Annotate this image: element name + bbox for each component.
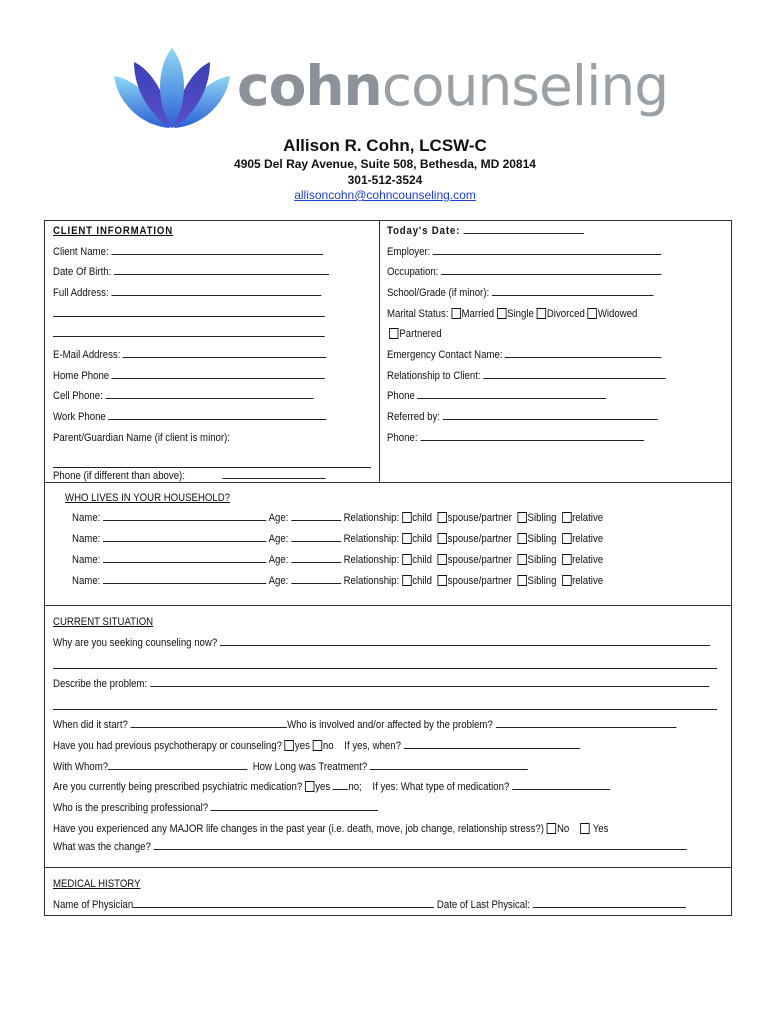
field-input[interactable] (420, 439, 644, 441)
partnered-checkbox[interactable] (389, 328, 398, 339)
household-input[interactable] (291, 561, 341, 563)
household-label: Relationship: (343, 533, 400, 545)
situation-title: CURRENT SITUATION (53, 616, 154, 628)
household-label: spouse/partner (447, 512, 512, 524)
household-label: Age: (268, 554, 289, 566)
why-input[interactable] (220, 644, 710, 646)
household-label: spouse/partner (447, 575, 512, 587)
lotus-logo-icon (112, 46, 232, 132)
partnered-row: Partnered (389, 328, 442, 340)
field-input[interactable] (114, 273, 329, 275)
client-right-row-2 (387, 287, 653, 299)
field-label: Work Phone (53, 411, 106, 423)
relationship-checkbox[interactable] (517, 554, 526, 565)
household-label: Sibling (527, 575, 557, 587)
household-label: Name: (72, 575, 101, 587)
relationship-checkbox[interactable] (402, 554, 411, 565)
client-right-row-5 (387, 349, 662, 361)
prev-therapy-row: Have you had previous psychotherapy or counseling? yes no If yes, when? (53, 740, 580, 752)
household-title: WHO LIVES IN YOUR HOUSEHOLD? (65, 492, 231, 504)
how-long-input[interactable] (370, 768, 528, 770)
relationship-checkbox[interactable] (562, 512, 571, 523)
client-right-row-1 (387, 266, 661, 278)
household-label: child (412, 533, 433, 545)
relationship-checkbox[interactable] (437, 554, 446, 565)
column-divider (379, 220, 380, 483)
household-label: child (412, 575, 433, 587)
client-left-row-4 (53, 328, 325, 340)
marital-status-row: Marital Status: Married Single Divorced Widowed (387, 308, 638, 320)
field-label: Cell Phone: (53, 390, 103, 402)
major-yes-checkbox[interactable] (580, 823, 589, 834)
field-input[interactable] (441, 273, 661, 275)
client-right-row-9 (387, 432, 644, 444)
field-label: School/Grade (if minor): (387, 287, 490, 299)
client-left-row-5 (53, 349, 327, 361)
household-row (72, 575, 603, 587)
relationship-checkbox[interactable] (562, 554, 571, 565)
client-left-row-6 (53, 370, 325, 382)
major-change-row: Have you experienced any MAJOR life changes in the past year (i.e. death, move, job change, relationship stress?) No Yes (53, 823, 609, 835)
relationship-checkbox[interactable] (402, 575, 411, 586)
relationship-checkbox[interactable] (562, 575, 571, 586)
field-label: Emergency Contact Name: (387, 349, 503, 361)
field-input[interactable] (483, 377, 665, 379)
field-label: Phone: (387, 432, 418, 444)
relationship-checkbox[interactable] (517, 512, 526, 523)
why-continued-line[interactable] (53, 668, 717, 669)
household-input[interactable] (291, 582, 341, 584)
medical-title: MEDICAL HISTORY (53, 878, 141, 890)
married-checkbox[interactable] (451, 308, 460, 319)
household-label: relative (572, 512, 604, 524)
household-row (72, 533, 603, 545)
household-label: child (412, 554, 433, 566)
involved-input[interactable] (495, 726, 676, 728)
household-label: child (412, 512, 433, 524)
household-label: Name: (72, 533, 101, 545)
household-label: Sibling (527, 533, 557, 545)
household-input[interactable] (103, 561, 266, 563)
household-label: Relationship: (343, 575, 400, 587)
field-input[interactable] (123, 356, 327, 358)
field-input[interactable] (418, 397, 607, 399)
client-left-row-8 (53, 411, 327, 423)
alt-phone-row: Phone (if different than above): (53, 470, 325, 482)
field-input[interactable] (53, 315, 325, 317)
why-row: Why are you seeking counseling now? (53, 637, 710, 649)
relationship-checkbox[interactable] (437, 575, 446, 586)
client-right-row-6 (387, 370, 666, 382)
field-input[interactable] (443, 418, 658, 420)
household-input[interactable] (103, 540, 266, 542)
client-left-row-9 (53, 432, 230, 444)
psych-med-row: Are you currently being prescribed psychiatric medication? yes no; If yes: What type of medication? (53, 781, 610, 793)
field-label: Phone (387, 390, 415, 402)
field-input[interactable] (112, 377, 325, 379)
prev-yes-checkbox[interactable] (285, 740, 294, 751)
household-label: relative (572, 575, 604, 587)
household-row (72, 554, 603, 566)
field-input[interactable] (53, 335, 325, 337)
major-no-checkbox[interactable] (547, 823, 556, 834)
household-row (72, 512, 603, 524)
relationship-checkbox[interactable] (517, 533, 526, 544)
when-row: When did it start? Who is involved and/or affected by the problem? (53, 719, 676, 731)
relationship-checkbox[interactable] (402, 533, 411, 544)
describe-continued-line[interactable] (53, 709, 717, 710)
household-label: Age: (268, 575, 289, 587)
client-left-row-1 (53, 266, 329, 278)
prescriber-input[interactable] (211, 809, 379, 811)
household-label: Name: (72, 554, 101, 566)
field-label: Parent/Guardian Name (if client is minor): (53, 432, 230, 444)
household-label: spouse/partner (447, 533, 512, 545)
practice-email-link[interactable]: allisoncohn@cohncounseling.com (294, 188, 476, 202)
relationship-checkbox[interactable] (437, 512, 446, 523)
field-label: Relationship to Client: (387, 370, 481, 382)
household-input[interactable] (103, 582, 266, 584)
client-right-row-0 (387, 246, 662, 258)
field-input[interactable] (505, 356, 662, 358)
field-input[interactable] (492, 294, 654, 296)
describe-row: Describe the problem: (53, 678, 709, 690)
field-label: Referred by: (387, 411, 440, 423)
household-input[interactable] (291, 540, 341, 542)
household-label: spouse/partner (447, 554, 512, 566)
household-label: Sibling (527, 554, 557, 566)
med-type-input[interactable] (512, 788, 610, 790)
practitioner-name: Allison R. Cohn, LCSW-C (283, 136, 487, 155)
field-label: Occupation: (387, 266, 439, 278)
household-label: Age: (268, 512, 289, 524)
what-change-row: What was the change? (53, 841, 687, 853)
field-input[interactable] (111, 253, 323, 255)
divorced-checkbox[interactable] (537, 308, 546, 319)
field-input[interactable] (105, 397, 313, 399)
field-label: E-Mail Address: (53, 349, 121, 361)
field-label: Home Phone (53, 370, 110, 382)
when-input[interactable] (131, 726, 288, 728)
describe-input[interactable] (150, 685, 709, 687)
relationship-checkbox[interactable] (562, 533, 571, 544)
relationship-checkbox[interactable] (402, 512, 411, 523)
relationship-checkbox[interactable] (437, 533, 446, 544)
field-label: Employer: (387, 246, 431, 258)
single-checkbox[interactable] (497, 308, 506, 319)
widowed-checkbox[interactable] (588, 308, 597, 319)
prev-no-checkbox[interactable] (313, 740, 322, 751)
practice-address: 4905 Del Ray Avenue, Suite 508, Bethesda, MD 20814 (234, 157, 536, 171)
client-left-row-2 (53, 287, 321, 299)
household-input[interactable] (291, 519, 341, 521)
household-label: Relationship: (343, 554, 400, 566)
with-whom-row: With Whom? How Long was Treatment? (53, 761, 528, 773)
brand-name: cohncounseling (237, 54, 669, 118)
physician-input[interactable] (133, 906, 434, 908)
household-label: Sibling (527, 512, 557, 524)
prescriber-row: Who is the prescribing professional? (53, 802, 378, 814)
field-input[interactable] (433, 253, 662, 255)
last-physical-input[interactable] (533, 906, 686, 908)
field-label: Date Of Birth: (53, 266, 112, 278)
alt-phone-input[interactable] (222, 477, 325, 479)
field-label: Client Name: (53, 246, 109, 258)
practice-phone: 301-512-3524 (347, 173, 423, 187)
relationship-checkbox[interactable] (517, 575, 526, 586)
household-label: relative (572, 533, 604, 545)
household-label: Relationship: (343, 512, 400, 524)
what-change-input[interactable] (154, 848, 687, 850)
todays-date-label: Today's Date: (387, 225, 584, 237)
psych-yes-checkbox[interactable] (305, 781, 314, 792)
client-right-row-7 (387, 390, 607, 402)
client-left-row-7 (53, 390, 314, 402)
household-label: Name: (72, 512, 101, 524)
field-label: Full Address: (53, 287, 109, 299)
field-input[interactable] (108, 418, 326, 420)
guardian-name-line[interactable] (53, 467, 371, 468)
client-info-title: CLIENT INFORMATION (53, 225, 174, 237)
physician-row: Name of Physician Date of Last Physical: (53, 899, 686, 911)
client-left-row-0 (53, 246, 323, 258)
psych-no-blank[interactable] (333, 788, 348, 790)
household-input[interactable] (103, 519, 266, 521)
logo (112, 40, 672, 140)
household-label: relative (572, 554, 604, 566)
with-whom-input[interactable] (108, 768, 247, 770)
field-input[interactable] (111, 294, 321, 296)
household-label: Age: (268, 533, 289, 545)
client-left-row-3 (53, 308, 325, 320)
prev-when-input[interactable] (404, 747, 580, 749)
client-right-row-8 (387, 411, 658, 423)
